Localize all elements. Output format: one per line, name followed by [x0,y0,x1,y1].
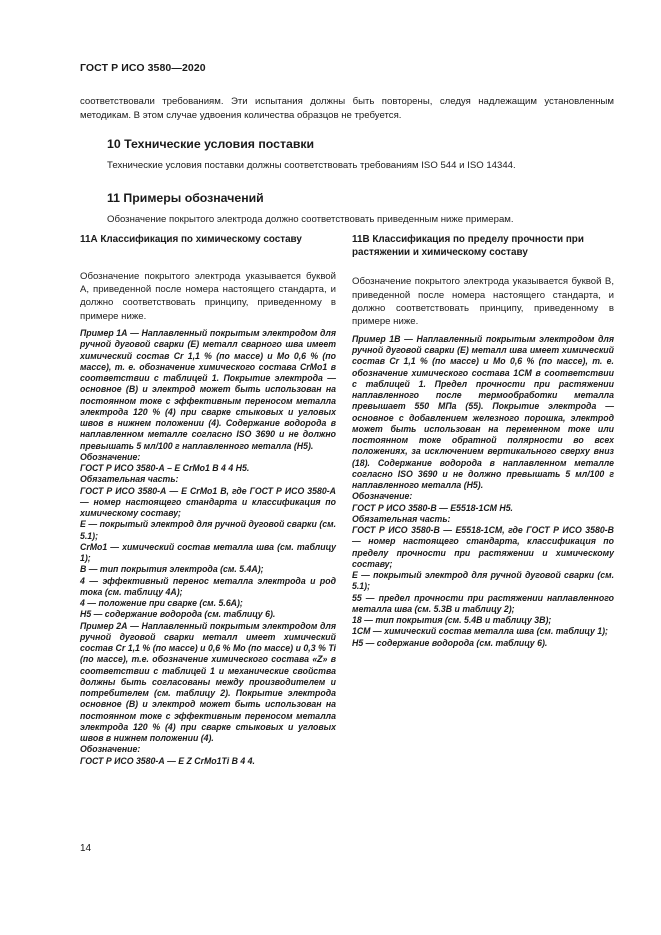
section-11-heading: 11 Примеры обозначений [107,191,264,205]
example-line: ГОСТ Р ИСО 3580-В — Е5518-1СМ, где ГОСТ Р ИСО 3580-В — номер настоящего стандарта, классификация по пределу прочности при растяжении и химическому составу; [352,525,614,569]
example-line: Пример 1В — Наплавленный покрытым электродом для ручной дуговой сварки (Е) металл шва имеет химический состав Cr 1,1 % (по массе) и Mo 0,6 % (по массе), т. е. обозначение химического состава 1СМ в соответствии с таблицей 1. Предел прочности при растяжении наплавленного после термообработки металла превышает 550 МПа (55). Покрытие электрода — основное с добавлением железного порошка, электрод может быть использован на переменном токе или постоянном токе обратной полярности во всех положениях, за исключением вертикального сверху вниз (18). Содержание водорода в наплавленном металле согласно ISO 3690 и не должно превышать 5 мл/100 г наплавленного металла (Н5). [352,333,614,491]
column-11a-examples [80,328,336,767]
example-line: Е — покрытый электрод для ручной дуговой сварки (см. 5.1); [352,570,614,592]
example-line: Обозначение: [352,491,413,502]
example-line: ГОСТ Р ИСО 3580-А — Е CrMo1 B, где ГОСТ Р ИСО 3580-А — номер настоящего стандарта и классификация по химическому составу; [80,485,336,519]
example-line: 4 — положение при сварке (см. 5.6А); [80,598,243,609]
column-11a [80,234,336,767]
example-line: Н5 — содержание водорода (см. таблицу 6). [352,637,548,648]
column-11b-title: 11В Классификация по пределу прочности при растяжении и химическому составу [352,234,584,258]
column-11b-body: Обозначение покрытого электрода указывается буквой В, приведенной после номера настоящего стандарта, и должно соответствовать принципу, приведенному в примере ниже. [352,276,614,328]
example-line: Е — покрытый электрод для ручной дуговой сварки (см. 5.1); [80,519,336,541]
page-number: 14 [80,843,92,854]
section-10-heading: 10 Технические условия поставки [107,137,315,151]
example-line: Обязательная часть: [352,513,451,524]
example-line: ГОСТ Р ИСО 3580-А – Е CrMo1 B 4 4 H5. [80,463,250,474]
column-11b-examples [352,334,614,649]
section-10-text: Технические условия поставки должны соответствовать требованиям ISO 544 и ISO 14344. [107,160,516,171]
example-line: ГОСТ Р ИСО 3580-В — Е5518-1СМ Н5. [352,502,513,513]
section-11-text: Обозначение покрытого электрода должно соответствовать приведенным ниже примерам. [107,214,514,225]
example-line: Обозначение: [80,744,141,755]
page-header: ГОСТ Р ИСО 3580—2020 [80,62,206,74]
example-line: H5 — содержание водорода (см. таблицу 6). [80,609,276,620]
example-line: 18 — тип покрытия (см. 5.4В и таблицу 3В); [352,615,552,626]
example-line: CrMo1 — химический состав металла шва (см. таблицу 1); [80,541,336,564]
example-line: Обязательная часть: [80,474,179,485]
example-line: 1СМ — химический состав металла шва (см. таблицу 1); [352,626,608,637]
example-line: B — тип покрытия электрода (см. 5.4А); [80,564,264,575]
example-line: 4 — эффективный перенос металла электрода и род тока (см. таблицу 4А); [80,575,336,597]
example-line: Пример 1А — Наплавленный покрытым электродом для ручной дуговой сварки (Е) металл сварного шва имеет химический состав Cr 1,1 % (по массе) и Mo 0,6 % (по массе), т. е. обозначение химического состава CrMo1 в соответствии с таблицей 1. Покрытие электрода — основное (B) и электрод может быть использован на постоянном токе с эффективным переносом металла электрода 120 % (4) при сварке стыковых и угловых швов в нижнем положении (4). Содержание водорода в наплавленном металле согласно ISO 3690 и не должно превышать 5 мл/100 г наплавленного металла (Н5). [80,328,336,451]
example-line: Обозначение: [80,451,141,462]
example-line: Пример 2А — Наплавленный покрытым электродом для ручной дуговой сварки металл имеет химический состав Cr 1,1 % (по массе) и 0,6 % Mo (по массе) и 0,3 % Ti (по массе), т.е. обозначение химического состава «Z» в соответствии с таблицей 1 и механические свойства должны быть согласованы между производителем и потребителем (см. таблицу 2). Покрытие электрода основное (B) и электрод может быть использован на постоянном токе с эффективным переносом металла электрода 120 % (4) при сварке стыковых и угловых швов в нижнем положении (4). [80,620,336,744]
example-line: 55 — предел прочности при растяжении наплавленного металла шва (см. 5.3В и таблицу 2); [352,592,614,614]
example-line: ГОСТ Р ИСО 3580-А — Е Z CrMo1Ti B 4 4. [80,755,255,766]
column-11b [352,234,614,649]
intro-paragraph: соответствовали требованиям. Эти испытания должны быть повторены, следуя надлежащим установленным методикам. В этом случае удвоения количества образцов не требуется. [80,96,614,122]
column-11a-body: Обозначение покрытого электрода указывается буквой А, приведенной после номера настоящего стандарта, и должно соответствовать принципу, приведенному в примере ниже. [80,270,336,322]
column-11a-title: 11А Классификация по химическому составу [80,234,302,245]
